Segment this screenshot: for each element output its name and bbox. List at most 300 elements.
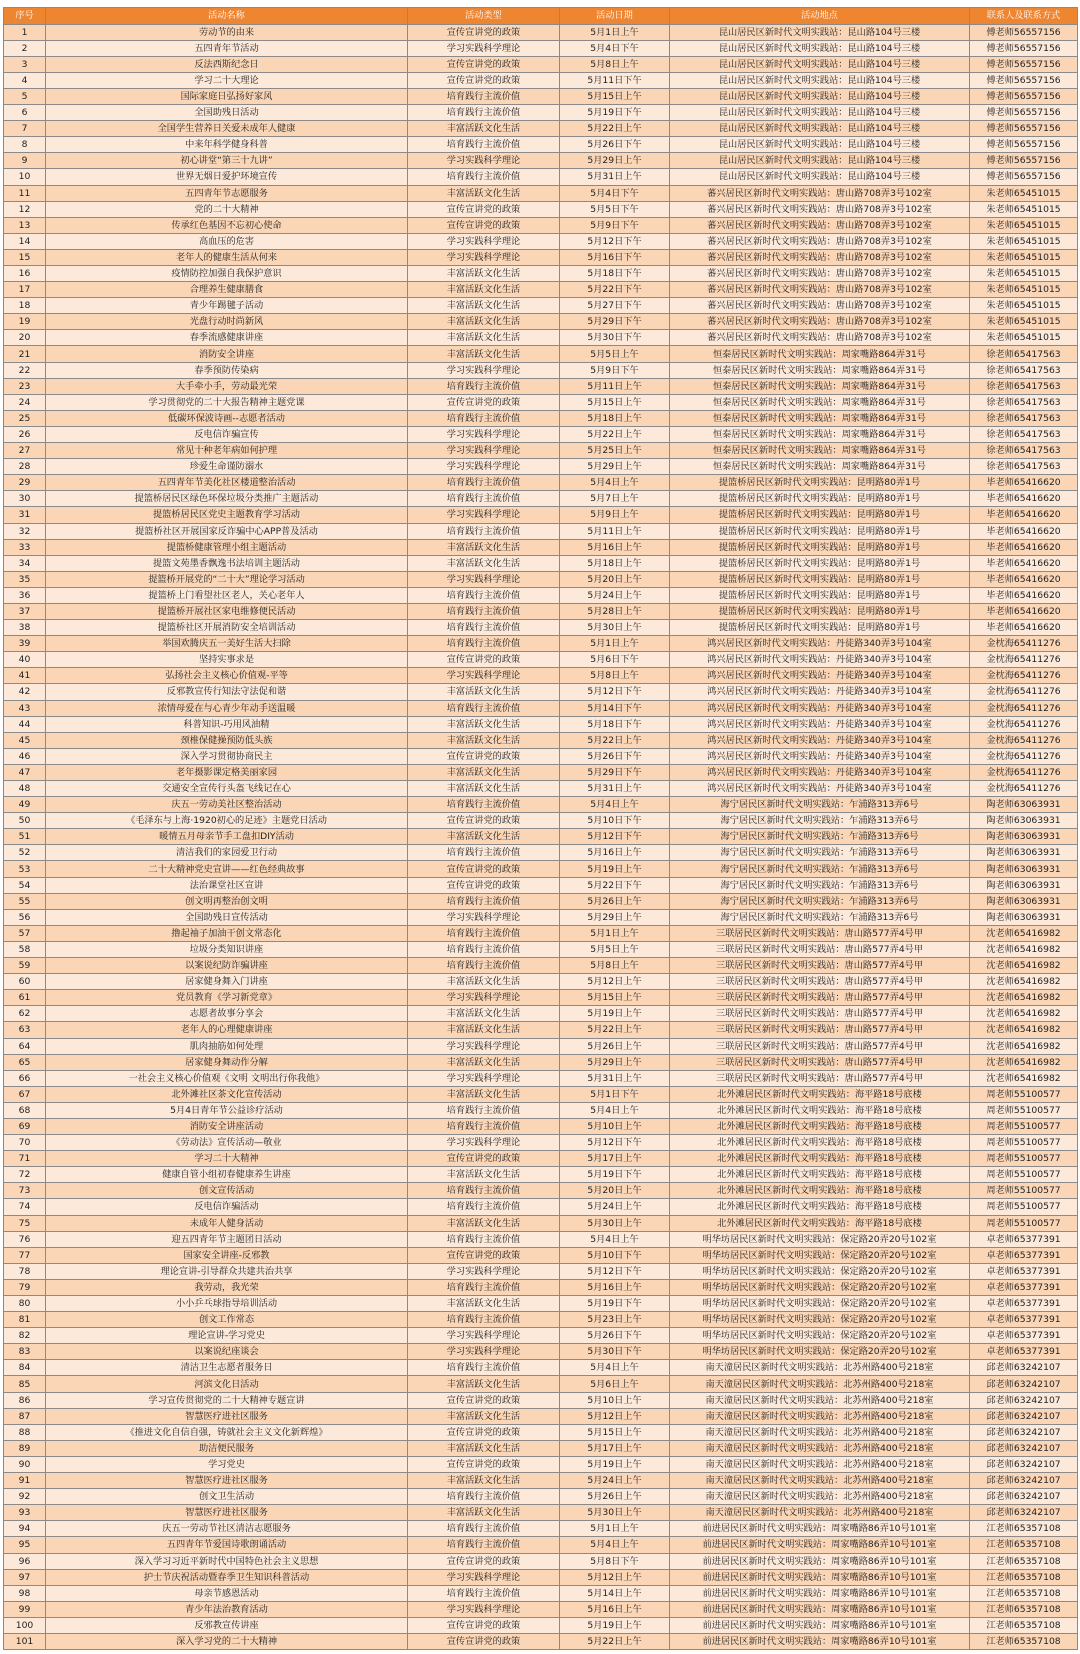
activity-type-cell: 宣传宣讲党的政策 [408, 861, 560, 877]
activity-name-cell: 母亲节感恩活动 [46, 1585, 408, 1601]
activity-location-cell: 北外滩居民区新时代文明实践站：海平路18号底楼 [670, 1215, 970, 1231]
activity-location-cell: 明华坊居民区新时代文明实践站：保定路20弄20号102室 [670, 1312, 970, 1328]
activity-location-cell: 海宁居民区新时代文明实践站：乍浦路313弄6号 [670, 861, 970, 877]
activity-type-cell: 宣传宣讲党的政策 [408, 394, 560, 410]
activity-location-cell: 鸿兴居民区新时代文明实践站：丹徒路340弄3号104室 [670, 700, 970, 716]
activity-location-cell: 鸿兴居民区新时代文明实践站：丹徒路340弄3号104室 [670, 764, 970, 780]
contact-cell: 沈老师65416982 [970, 941, 1078, 957]
table-row [4, 217, 1078, 233]
activity-name-cell: 五四青年节活动 [46, 40, 408, 56]
activity-location-cell: 北外滩居民区新时代文明实践站：海平路18号底楼 [670, 1183, 970, 1199]
activity-location-cell: 提篮桥居民区新时代文明实践站：昆明路80弄1号 [670, 620, 970, 636]
activity-name-cell: 创文卫生活动 [46, 1489, 408, 1505]
activity-location-cell: 昆山居民区新时代文明实践站：昆山路104号三楼 [670, 105, 970, 121]
activity-type-cell: 培育践行主流价值 [408, 1585, 560, 1601]
row-index-cell: 10 [4, 169, 46, 185]
activity-location-cell: 提篮桥居民区新时代文明实践站：昆明路80弄1号 [670, 523, 970, 539]
table-row [4, 1151, 1078, 1167]
contact-cell: 傅老师56557156 [970, 121, 1078, 137]
contact-cell: 毕老师65416620 [970, 539, 1078, 555]
contact-cell: 陶老师63063931 [970, 797, 1078, 813]
header-contact: 联系人及联系方式 [970, 8, 1078, 25]
row-index-cell: 62 [4, 1006, 46, 1022]
contact-cell: 傅老师56557156 [970, 88, 1078, 104]
table-row [4, 1279, 1078, 1295]
row-index-cell: 100 [4, 1617, 46, 1633]
activity-date-cell: 5月19日上午 [560, 1617, 670, 1633]
contact-cell: 卓老师65377391 [970, 1263, 1078, 1279]
activity-date-cell: 5月4日上午 [560, 1231, 670, 1247]
contact-cell: 沈老师65416982 [970, 1070, 1078, 1086]
row-index-cell: 20 [4, 330, 46, 346]
activity-type-cell: 培育践行主流价值 [408, 700, 560, 716]
table-row [4, 346, 1078, 362]
activity-date-cell: 5月15日上午 [560, 394, 670, 410]
contact-cell: 周老师55100577 [970, 1086, 1078, 1102]
activity-name-cell: 智慧医疗进社区服务 [46, 1408, 408, 1424]
activity-date-cell: 5月20日上午 [560, 1183, 670, 1199]
activity-date-cell: 5月29日下午 [560, 764, 670, 780]
activity-date-cell: 5月26日上午 [560, 1489, 670, 1505]
activity-name-cell: 创文工作常态 [46, 1312, 408, 1328]
activity-location-cell: 昆山居民区新时代文明实践站：昆山路104号三楼 [670, 153, 970, 169]
activity-name-cell: 庆五一劳动节社区清洁志愿服务 [46, 1521, 408, 1537]
activity-date-cell: 5月17日上午 [560, 1440, 670, 1456]
contact-cell: 朱老师65451015 [970, 249, 1078, 265]
activity-type-cell: 丰富活跃文化生活 [408, 314, 560, 330]
activity-location-cell: 恒泰居民区新时代文明实践站：周家嘴路864弄31号 [670, 346, 970, 362]
activity-date-cell: 5月16日下午 [560, 249, 670, 265]
table-row [4, 137, 1078, 153]
activity-name-cell: 理论宣讲-引导群众共建共治共享 [46, 1263, 408, 1279]
activity-date-cell: 5月16日上午 [560, 539, 670, 555]
activity-name-cell: 《毛泽东与上海·1920初心的足迹》主题党日活动 [46, 813, 408, 829]
table-row [4, 426, 1078, 442]
contact-cell: 徐老师65417563 [970, 443, 1078, 459]
activity-location-cell: 三联居民区新时代文明实践站：唐山路577弄4号甲 [670, 974, 970, 990]
activity-date-cell: 5月5日上午 [560, 941, 670, 957]
contact-cell: 傅老师56557156 [970, 24, 1078, 40]
activity-type-cell: 丰富活跃文化生活 [408, 1296, 560, 1312]
table-row [4, 1167, 1078, 1183]
activity-type-cell: 培育践行主流价值 [408, 845, 560, 861]
row-index-cell: 101 [4, 1633, 46, 1649]
row-index-cell: 75 [4, 1215, 46, 1231]
activity-type-cell: 学习实践科学理论 [408, 362, 560, 378]
activity-type-cell: 培育践行主流价值 [408, 88, 560, 104]
activity-location-cell: 蕃兴居民区新时代文明实践站：唐山路708弄3号102室 [670, 266, 970, 282]
activity-type-cell: 培育践行主流价值 [408, 378, 560, 394]
table-row [4, 1376, 1078, 1392]
activity-date-cell: 5月11日上午 [560, 378, 670, 394]
activity-type-cell: 培育践行主流价值 [408, 491, 560, 507]
activity-type-cell: 培育践行主流价值 [408, 1537, 560, 1553]
activity-name-cell: 青少年法治教育活动 [46, 1601, 408, 1617]
activity-name-cell: 反电信诈骗活动 [46, 1199, 408, 1215]
activity-name-cell: 助洁便民服务 [46, 1440, 408, 1456]
table-row [4, 410, 1078, 426]
activity-type-cell: 宣传宣讲党的政策 [408, 217, 560, 233]
contact-cell: 金枕海65411276 [970, 716, 1078, 732]
contact-cell: 傅老师56557156 [970, 56, 1078, 72]
table-row [4, 201, 1078, 217]
activity-type-cell: 丰富活跃文化生活 [408, 185, 560, 201]
table-row [4, 668, 1078, 684]
row-index-cell: 46 [4, 748, 46, 764]
row-index-cell: 33 [4, 539, 46, 555]
table-row [4, 1070, 1078, 1086]
row-index-cell: 6 [4, 105, 46, 121]
activity-name-cell: 交通安全宣传行头盔飞线记在心 [46, 781, 408, 797]
table-row [4, 507, 1078, 523]
activity-name-cell: 提篮桥居民区绿色环保垃圾分类推广主题活动 [46, 491, 408, 507]
contact-cell: 毕老师65416620 [970, 555, 1078, 571]
activity-date-cell: 5月19日下午 [560, 1167, 670, 1183]
contact-cell: 金枕海65411276 [970, 781, 1078, 797]
activity-type-cell: 培育践行主流价值 [408, 169, 560, 185]
contact-cell: 朱老师65451015 [970, 298, 1078, 314]
activity-type-cell: 学习实践科学理论 [408, 1135, 560, 1151]
activity-date-cell: 5月22日上午 [560, 121, 670, 137]
activity-location-cell: 三联居民区新时代文明实践站：唐山路577弄4号甲 [670, 1006, 970, 1022]
activity-date-cell: 5月4日下午 [560, 40, 670, 56]
activity-name-cell: 科普知识-巧用风油精 [46, 716, 408, 732]
activity-name-cell: 庆五一劳动美社区整治活动 [46, 797, 408, 813]
table-row [4, 459, 1078, 475]
contact-cell: 邱老师63242107 [970, 1424, 1078, 1440]
row-index-cell: 52 [4, 845, 46, 861]
activity-date-cell: 5月1日上午 [560, 636, 670, 652]
row-index-cell: 21 [4, 346, 46, 362]
contact-cell: 卓老师65377391 [970, 1344, 1078, 1360]
activity-type-cell: 学习实践科学理论 [408, 1038, 560, 1054]
activity-location-cell: 前进居民区新时代文明实践站：周家嘴路86弄10号101室 [670, 1585, 970, 1601]
activity-name-cell: 迎五四青年节主题团日活动 [46, 1231, 408, 1247]
activity-location-cell: 三联居民区新时代文明实践站：唐山路577弄4号甲 [670, 958, 970, 974]
activity-date-cell: 5月12日上午 [560, 1408, 670, 1424]
table-row [4, 652, 1078, 668]
activity-location-cell: 前进居民区新时代文明实践站：周家嘴路86弄10号101室 [670, 1553, 970, 1569]
header-activity-location: 活动地点 [670, 8, 970, 25]
contact-cell: 沈老师65416982 [970, 1038, 1078, 1054]
activity-location-cell: 三联居民区新时代文明实践站：唐山路577弄4号甲 [670, 941, 970, 957]
activity-type-cell: 宣传宣讲党的政策 [408, 652, 560, 668]
row-index-cell: 45 [4, 732, 46, 748]
table-row [4, 169, 1078, 185]
activity-date-cell: 5月30日上午 [560, 620, 670, 636]
activity-name-cell: 清洁卫生志愿者服务日 [46, 1360, 408, 1376]
activity-type-cell: 培育践行主流价值 [408, 1312, 560, 1328]
row-index-cell: 73 [4, 1183, 46, 1199]
row-index-cell: 8 [4, 137, 46, 153]
table-row [4, 233, 1078, 249]
activity-location-cell: 恒泰居民区新时代文明实践站：周家嘴路864弄31号 [670, 443, 970, 459]
table-row [4, 24, 1078, 40]
contact-cell: 邱老师63242107 [970, 1376, 1078, 1392]
activity-name-cell: 大手牵小手，劳动最光荣 [46, 378, 408, 394]
table-row [4, 1102, 1078, 1118]
activity-type-cell: 宣传宣讲党的政策 [408, 1456, 560, 1472]
activity-type-cell: 宣传宣讲党的政策 [408, 1553, 560, 1569]
table-row [4, 684, 1078, 700]
activity-date-cell: 5月18日上午 [560, 410, 670, 426]
activity-date-cell: 5月19日下午 [560, 105, 670, 121]
contact-cell: 毕老师65416620 [970, 571, 1078, 587]
activity-date-cell: 5月26日上午 [560, 893, 670, 909]
activity-type-cell: 培育践行主流价值 [408, 797, 560, 813]
activity-type-cell: 学习实践科学理论 [408, 1328, 560, 1344]
contact-cell: 毕老师65416620 [970, 507, 1078, 523]
contact-cell: 江老师65357108 [970, 1521, 1078, 1537]
activity-name-cell: 坚持实事求是 [46, 652, 408, 668]
contact-cell: 金枕海65411276 [970, 748, 1078, 764]
row-index-cell: 59 [4, 958, 46, 974]
table-row [4, 523, 1078, 539]
contact-cell: 陶老师63063931 [970, 877, 1078, 893]
activity-location-cell: 海宁居民区新时代文明实践站：乍浦路313弄6号 [670, 893, 970, 909]
activity-name-cell: 珍爱生命谨防溺水 [46, 459, 408, 475]
activity-type-cell: 丰富活跃文化生活 [408, 1022, 560, 1038]
activity-location-cell: 三联居民区新时代文明实践站：唐山路577弄4号甲 [670, 925, 970, 941]
table-row [4, 555, 1078, 571]
activity-location-cell: 鸿兴居民区新时代文明实践站：丹徒路340弄3号104室 [670, 732, 970, 748]
contact-cell: 卓老师65377391 [970, 1231, 1078, 1247]
activity-date-cell: 5月22日下午 [560, 282, 670, 298]
activity-type-cell: 丰富活跃文化生活 [408, 330, 560, 346]
activity-type-cell: 丰富活跃文化生活 [408, 1473, 560, 1489]
activity-location-cell: 昆山居民区新时代文明实践站：昆山路104号三楼 [670, 121, 970, 137]
contact-cell: 傅老师56557156 [970, 105, 1078, 121]
activity-type-cell: 培育践行主流价值 [408, 475, 560, 491]
activity-name-cell: 疫情防控加强自我保护意识 [46, 266, 408, 282]
table-row [4, 845, 1078, 861]
activity-type-cell: 宣传宣讲党的政策 [408, 1633, 560, 1649]
activity-date-cell: 5月18日上午 [560, 555, 670, 571]
activity-type-cell: 培育践行主流价值 [408, 1521, 560, 1537]
activity-date-cell: 5月26日下午 [560, 1328, 670, 1344]
activity-location-cell: 蕃兴居民区新时代文明实践站：唐山路708弄3号102室 [670, 314, 970, 330]
contact-cell: 沈老师65416982 [970, 1054, 1078, 1070]
contact-cell: 沈老师65416982 [970, 1022, 1078, 1038]
activity-location-cell: 三联居民区新时代文明实践站：唐山路577弄4号甲 [670, 1022, 970, 1038]
activity-type-cell: 培育践行主流价值 [408, 1118, 560, 1134]
contact-cell: 毕老师65416620 [970, 587, 1078, 603]
contact-cell: 邱老师63242107 [970, 1505, 1078, 1521]
table-row [4, 1183, 1078, 1199]
contact-cell: 江老师65357108 [970, 1537, 1078, 1553]
table-row [4, 394, 1078, 410]
activity-date-cell: 5月29日上午 [560, 1054, 670, 1070]
activity-location-cell: 南天潼居民区新时代文明实践站：北苏州路400号218室 [670, 1440, 970, 1456]
row-index-cell: 41 [4, 668, 46, 684]
activity-location-cell: 明华坊居民区新时代文明实践站：保定路20弄20号102室 [670, 1279, 970, 1295]
activity-location-cell: 北外滩居民区新时代文明实践站：海平路18号底楼 [670, 1118, 970, 1134]
header-activity-name: 活动名称 [46, 8, 408, 25]
contact-cell: 沈老师65416982 [970, 1006, 1078, 1022]
table-row [4, 813, 1078, 829]
contact-cell: 卓老师65377391 [970, 1328, 1078, 1344]
activity-type-cell: 培育践行主流价值 [408, 587, 560, 603]
table-row [4, 1456, 1078, 1472]
contact-cell: 徐老师65417563 [970, 346, 1078, 362]
row-index-cell: 7 [4, 121, 46, 137]
contact-cell: 周老师55100577 [970, 1135, 1078, 1151]
table-row [4, 1360, 1078, 1376]
row-index-cell: 23 [4, 378, 46, 394]
activity-date-cell: 5月9日下午 [560, 362, 670, 378]
row-index-cell: 49 [4, 797, 46, 813]
table-row [4, 72, 1078, 88]
activity-type-cell: 丰富活跃文化生活 [408, 1440, 560, 1456]
activity-date-cell: 5月24日上午 [560, 1473, 670, 1489]
row-index-cell: 19 [4, 314, 46, 330]
activity-type-cell: 学习实践科学理论 [408, 40, 560, 56]
row-index-cell: 25 [4, 410, 46, 426]
table-row [4, 88, 1078, 104]
contact-cell: 金枕海65411276 [970, 732, 1078, 748]
table-row [4, 1296, 1078, 1312]
activity-name-cell: 劳动节的由来 [46, 24, 408, 40]
activity-location-cell: 鸿兴居民区新时代文明实践站：丹徒路340弄3号104室 [670, 781, 970, 797]
activity-type-cell: 丰富活跃文化生活 [408, 974, 560, 990]
activity-location-cell: 恒泰居民区新时代文明实践站：周家嘴路864弄31号 [670, 378, 970, 394]
row-index-cell: 51 [4, 829, 46, 845]
row-index-cell: 77 [4, 1247, 46, 1263]
activity-date-cell: 5月1日上午 [560, 24, 670, 40]
contact-cell: 金枕海65411276 [970, 668, 1078, 684]
row-index-cell: 36 [4, 587, 46, 603]
contact-cell: 陶老师63063931 [970, 829, 1078, 845]
activity-name-cell: 浓情母爱在与心青少年动手送温暖 [46, 700, 408, 716]
activity-type-cell: 丰富活跃文化生活 [408, 1006, 560, 1022]
activity-location-cell: 昆山居民区新时代文明实践站：昆山路104号三楼 [670, 137, 970, 153]
activity-location-cell: 明华坊居民区新时代文明实践站：保定路20弄20号102室 [670, 1344, 970, 1360]
table-row [4, 1585, 1078, 1601]
contact-cell: 金枕海65411276 [970, 684, 1078, 700]
activity-location-cell: 前进居民区新时代文明实践站：周家嘴路86弄10号101室 [670, 1617, 970, 1633]
row-index-cell: 28 [4, 459, 46, 475]
contact-cell: 周老师55100577 [970, 1151, 1078, 1167]
table-row [4, 1633, 1078, 1649]
activity-name-cell: 肌肉抽筋如何处理 [46, 1038, 408, 1054]
row-index-cell: 34 [4, 555, 46, 571]
table-row [4, 1344, 1078, 1360]
activity-location-cell: 明华坊居民区新时代文明实践站：保定路20弄20号102室 [670, 1247, 970, 1263]
table-row [4, 1231, 1078, 1247]
activity-date-cell: 5月31日上午 [560, 1070, 670, 1086]
activity-date-cell: 5月16日上午 [560, 1279, 670, 1295]
activity-location-cell: 北外滩居民区新时代文明实践站：海平路18号底楼 [670, 1167, 970, 1183]
activity-location-cell: 三联居民区新时代文明实践站：唐山路577弄4号甲 [670, 1054, 970, 1070]
activity-name-cell: 《推进文化自信自强，铸就社会主义文化新辉煌》 [46, 1424, 408, 1440]
row-index-cell: 83 [4, 1344, 46, 1360]
activity-location-cell: 明华坊居民区新时代文明实践站：保定路20弄20号102室 [670, 1263, 970, 1279]
table-row [4, 491, 1078, 507]
contact-cell: 沈老师65416982 [970, 974, 1078, 990]
row-index-cell: 66 [4, 1070, 46, 1086]
activity-type-cell: 学习实践科学理论 [408, 909, 560, 925]
activity-type-cell: 培育践行主流价值 [408, 1183, 560, 1199]
activity-location-cell: 恒泰居民区新时代文明实践站：周家嘴路864弄31号 [670, 459, 970, 475]
header-activity-date: 活动日期 [560, 8, 670, 25]
activity-location-cell: 昆山居民区新时代文明实践站：昆山路104号三楼 [670, 40, 970, 56]
contact-cell: 金枕海65411276 [970, 700, 1078, 716]
row-index-cell: 90 [4, 1456, 46, 1472]
activity-location-cell: 提篮桥居民区新时代文明实践站：昆明路80弄1号 [670, 603, 970, 619]
activity-location-cell: 明华坊居民区新时代文明实践站：保定路20弄20号102室 [670, 1328, 970, 1344]
activity-date-cell: 5月1日上午 [560, 925, 670, 941]
activity-location-cell: 蕃兴居民区新时代文明实践站：唐山路708弄3号102室 [670, 201, 970, 217]
activity-date-cell: 5月26日下午 [560, 748, 670, 764]
contact-cell: 徐老师65417563 [970, 378, 1078, 394]
contact-cell: 徐老师65417563 [970, 410, 1078, 426]
activity-date-cell: 5月8日上午 [560, 56, 670, 72]
table-row [4, 716, 1078, 732]
table-row [4, 1199, 1078, 1215]
contact-cell: 沈老师65416982 [970, 990, 1078, 1006]
row-index-cell: 80 [4, 1296, 46, 1312]
contact-cell: 江老师65357108 [970, 1585, 1078, 1601]
table-row [4, 105, 1078, 121]
activity-location-cell: 提篮桥居民区新时代文明实践站：昆明路80弄1号 [670, 571, 970, 587]
activity-name-cell: 小小乒乓球指导培训活动 [46, 1296, 408, 1312]
row-index-cell: 99 [4, 1601, 46, 1617]
row-index-cell: 55 [4, 893, 46, 909]
activity-name-cell: 志愿者故事分享会 [46, 1006, 408, 1022]
activity-date-cell: 5月15日上午 [560, 990, 670, 1006]
activity-name-cell: 未成年人健身活动 [46, 1215, 408, 1231]
activity-date-cell: 5月24日上午 [560, 587, 670, 603]
activity-name-cell: 举国欢腾庆五一美好生活大扫除 [46, 636, 408, 652]
row-index-cell: 40 [4, 652, 46, 668]
table-row [4, 1473, 1078, 1489]
contact-cell: 沈老师65416982 [970, 958, 1078, 974]
row-index-cell: 37 [4, 603, 46, 619]
activity-name-cell: 提篮桥开展社区家电维修便民活动 [46, 603, 408, 619]
activity-name-cell: 传承红色基因不忘初心使命 [46, 217, 408, 233]
table-row [4, 990, 1078, 1006]
table-row [4, 1054, 1078, 1070]
contact-cell: 朱老师65451015 [970, 217, 1078, 233]
activity-name-cell: 五四青年节志愿服务 [46, 185, 408, 201]
table-row [4, 1038, 1078, 1054]
row-index-cell: 24 [4, 394, 46, 410]
table-row [4, 1537, 1078, 1553]
activity-type-cell: 丰富活跃文化生活 [408, 1086, 560, 1102]
activity-name-cell: 学习宣传贯彻党的二十大精神专题宣讲 [46, 1392, 408, 1408]
activity-location-cell: 鸿兴居民区新时代文明实践站：丹徒路340弄3号104室 [670, 668, 970, 684]
table-row [4, 587, 1078, 603]
activity-name-cell: 我劳动，我光荣 [46, 1279, 408, 1295]
activity-type-cell: 丰富活跃文化生活 [408, 346, 560, 362]
activity-type-cell: 学习实践科学理论 [408, 1070, 560, 1086]
activity-name-cell: 居家健身舞入门讲座 [46, 974, 408, 990]
row-index-cell: 86 [4, 1392, 46, 1408]
activity-date-cell: 5月18日下午 [560, 716, 670, 732]
activity-name-cell: 反电信诈骗宣传 [46, 426, 408, 442]
activity-date-cell: 5月20日上午 [560, 571, 670, 587]
activity-type-cell: 丰富活跃文化生活 [408, 266, 560, 282]
contact-cell: 毕老师65416620 [970, 603, 1078, 619]
activity-name-cell: 反法西斯纪念日 [46, 56, 408, 72]
activity-name-cell: 河滨文化日活动 [46, 1376, 408, 1392]
activity-location-cell: 北外滩居民区新时代文明实践站：海平路18号底楼 [670, 1086, 970, 1102]
activity-name-cell: 春季预防传染病 [46, 362, 408, 378]
activity-type-cell: 培育践行主流价值 [408, 958, 560, 974]
activity-location-cell: 海宁居民区新时代文明实践站：乍浦路313弄6号 [670, 909, 970, 925]
row-index-cell: 18 [4, 298, 46, 314]
row-index-cell: 89 [4, 1440, 46, 1456]
